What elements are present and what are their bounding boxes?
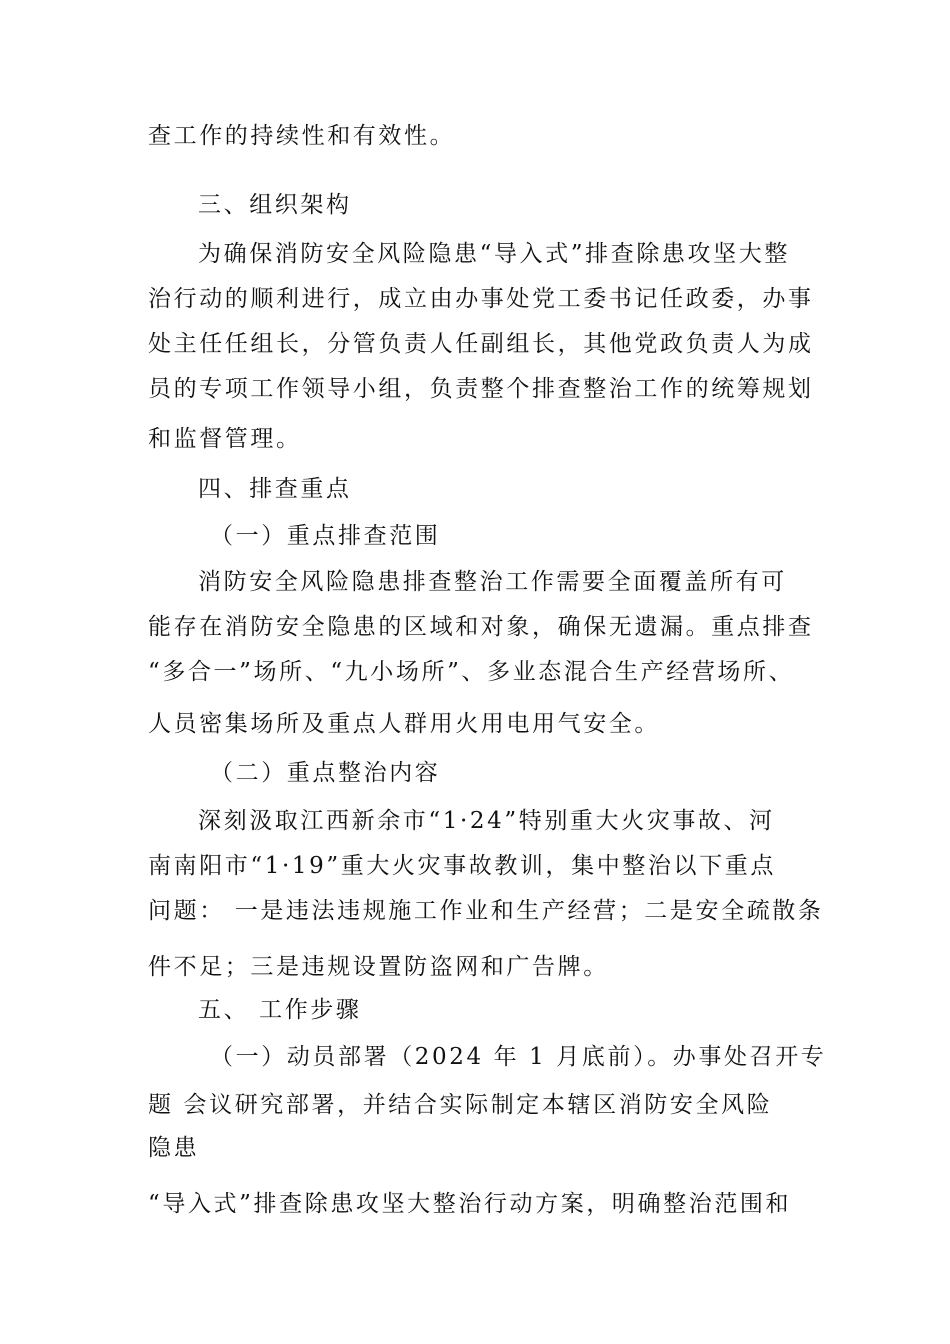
paragraph-line: 查工作的持续性和有效性。 [148, 123, 456, 149]
paragraph-line: 员的专项工作领导小组，负责整个排查整治工作的统筹规划 [148, 376, 814, 402]
paragraph-line: （一）动员部署（2024 年 1 月底前）。办事处召开专 [210, 1044, 827, 1070]
paragraph-line: “多合一”场所、“九小场所”、多业态混合生产经营场所、 [148, 659, 795, 685]
paragraph-line: 隐患 [148, 1135, 200, 1161]
paragraph-line: 问题： 一是违法违规施工作业和生产经营；二是安全疏散条 [148, 898, 824, 924]
paragraph-line: 和监督管理。 [148, 426, 302, 452]
section-heading: 三、组织架构 [198, 192, 352, 218]
paragraph-line: 为确保消防安全风险隐患“导入式”排查除患攻坚大整 [198, 241, 790, 267]
paragraph-line: “导入式”排查除患攻坚大整治行动方案，明确整治范围和 [148, 1191, 792, 1217]
section-heading: 五、 工作步骤 [198, 997, 362, 1023]
subsection-heading: （二）重点整治内容 [210, 760, 441, 786]
paragraph-line: 题 会议研究部署，并结合实际制定本辖区消防安全风险 [148, 1092, 773, 1118]
paragraph-line: 消防安全风险隐患排查整治工作需要全面覆盖所有可 [198, 569, 787, 595]
paragraph-line: 人员密集场所及重点人群用火用电用气安全。 [148, 711, 660, 737]
paragraph-line: 处主任任组长，分管负责人任副组长，其他党政负责人为成 [148, 331, 814, 357]
paragraph-line: 治行动的顺利进行，成立由办事处党工委书记任政委，办事 [148, 286, 814, 312]
subsection-heading: （一）重点排查范围 [210, 523, 441, 549]
paragraph-line: 能存在消防安全隐患的区域和对象，确保无遗漏。重点排查 [148, 614, 814, 640]
paragraph-line: 件不足；三是违规设置防盗网和广告牌。 [148, 954, 609, 980]
section-heading: 四、排查重点 [198, 476, 352, 502]
paragraph-line: 南南阳市“1·19”重大火灾事故教训，集中整治以下重点 [148, 853, 776, 879]
paragraph-line: 深刻汲取江西新余市“1·24”特别重大火灾事故、河 [198, 808, 775, 834]
